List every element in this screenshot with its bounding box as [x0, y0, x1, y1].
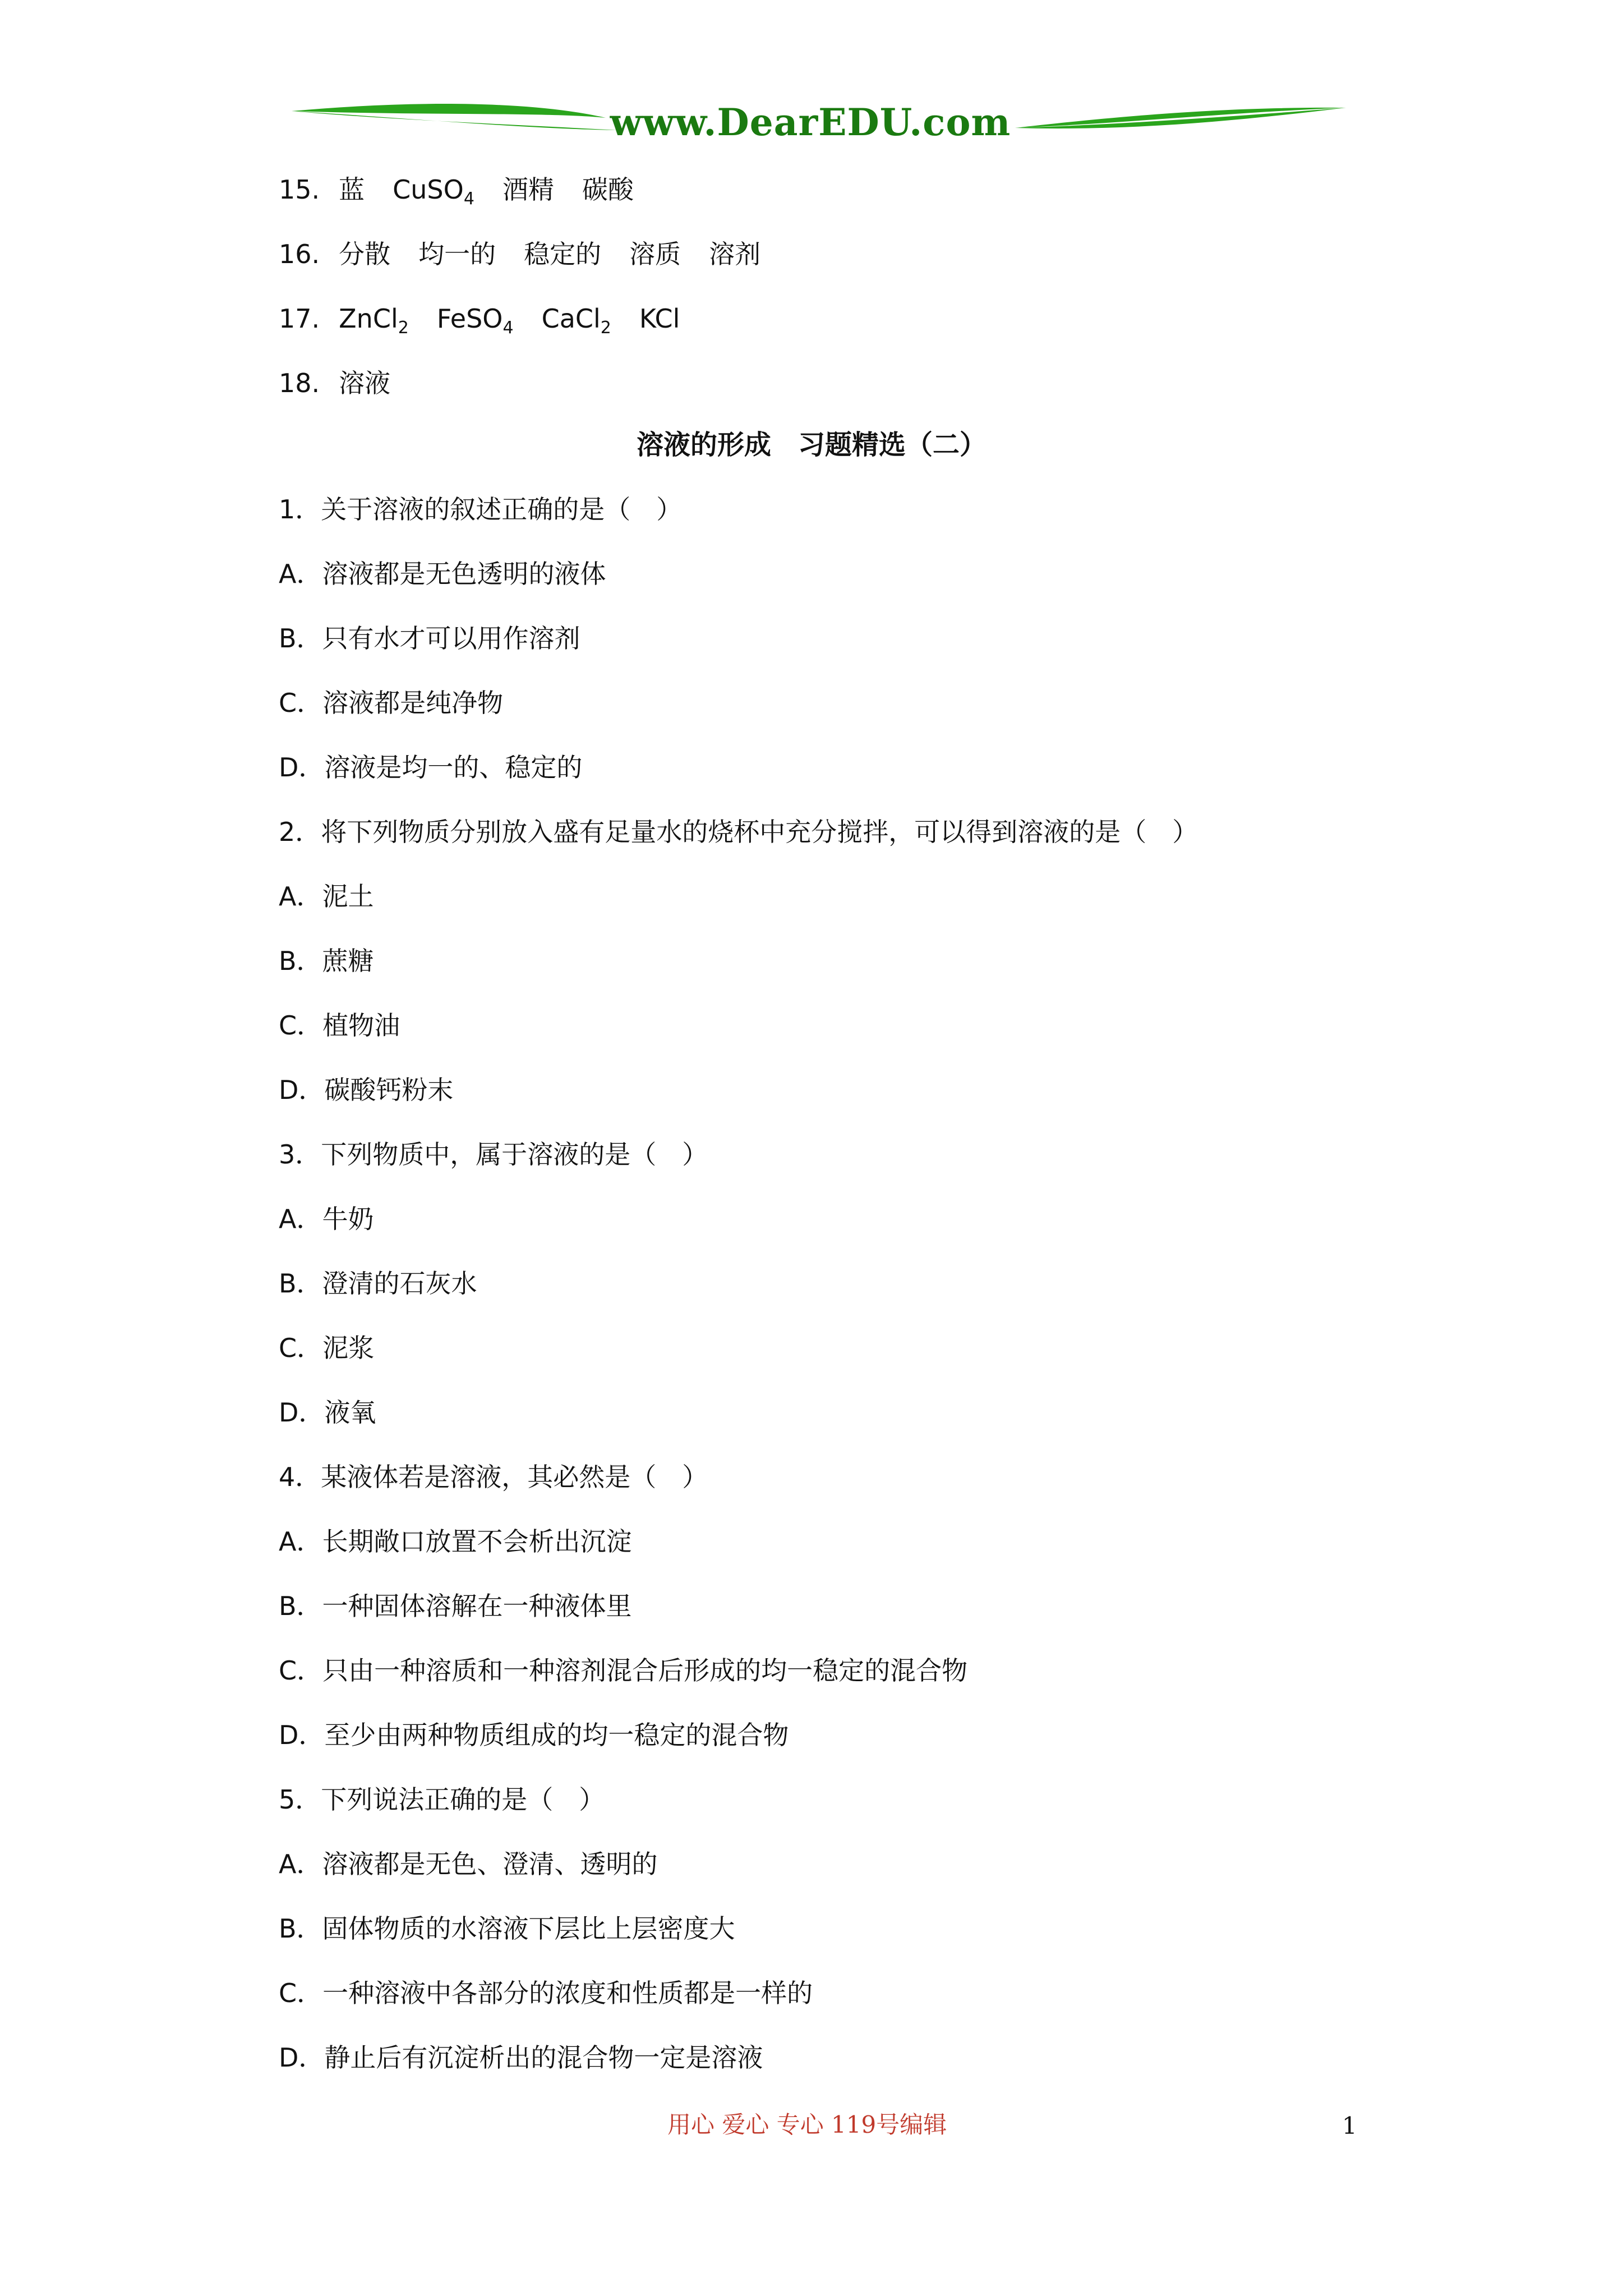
- answer-number: 18.: [279, 368, 320, 398]
- option-line: D．溶液是均一的、稳定的: [279, 752, 583, 783]
- question-1: 1．关于溶液的叙述正确的是（ ）: [279, 494, 683, 524]
- option-line: A．溶液都是无色、澄清、透明的: [279, 1849, 658, 1879]
- option-line: B．澄清的石灰水: [279, 1268, 477, 1299]
- option-line: D．液氧: [279, 1397, 376, 1428]
- formula-base: CaCl: [541, 303, 601, 334]
- answer-word: 溶剂: [709, 239, 761, 269]
- formula-subscript: 4: [502, 318, 514, 338]
- formula-base: KCl: [639, 303, 680, 334]
- option-line: B．一种固体溶解在一种液体里: [279, 1591, 632, 1621]
- answer-16: [279, 237, 760, 271]
- answer-15: [279, 173, 634, 209]
- question-3: 3．下列物质中，属于溶液的是（ ）: [279, 1139, 708, 1170]
- option-line: B．只有水才可以用作溶剂: [279, 623, 580, 654]
- formula-subscript: 2: [600, 318, 611, 338]
- answer-number: 16.: [279, 239, 320, 269]
- answer-18: [279, 366, 390, 400]
- question-2: 2．将下列物质分别放入盛有足量水的烧杯中充分搅拌，可以得到溶液的是（ ）: [279, 817, 1198, 847]
- answer-word: 碳酸: [582, 174, 634, 205]
- question-4: 4．某液体若是溶液，其必然是（ ）: [279, 1462, 708, 1492]
- formula-subscript: 4: [463, 189, 474, 209]
- option-line: A．溶液都是无色透明的液体: [279, 559, 606, 589]
- option-line: C．植物油: [279, 1010, 400, 1041]
- answer-word: 酒精: [502, 174, 554, 205]
- answer-word: 分散: [339, 239, 391, 269]
- option-line: C．溶液都是纯净物: [279, 688, 504, 718]
- answer-word: 溶液: [339, 368, 391, 398]
- formula-base: CuSO: [393, 174, 464, 205]
- section-title: 溶液的形成 习题精选（二）: [636, 429, 986, 461]
- answer-word: 蓝: [339, 174, 365, 205]
- footer-text: 用心 爱心 专心 119号编辑: [667, 2111, 947, 2138]
- option-line: D．碳酸钙粉末: [279, 1075, 454, 1105]
- option-line: A．泥土: [279, 881, 374, 912]
- formula-base: FeSO: [436, 303, 503, 334]
- answer-word: 均一的: [418, 239, 496, 269]
- formula-subscript: 2: [398, 318, 409, 338]
- option-line: A．长期敞口放置不会析出沉淀: [279, 1526, 632, 1557]
- option-line: A．牛奶: [279, 1204, 374, 1234]
- formula-base: ZnCl: [339, 303, 398, 334]
- answer-word: 溶质: [629, 239, 681, 269]
- answer-number: 17.: [279, 303, 320, 334]
- option-line: C．只由一种溶质和一种溶剂混合后形成的均一稳定的混合物: [279, 1655, 968, 1686]
- option-line: D．至少由两种物质组成的均一稳定的混合物: [279, 1720, 789, 1750]
- question-5: 5．下列说法正确的是（ ）: [279, 1784, 605, 1815]
- option-line: D．静止后有沉淀析出的混合物一定是溶液: [279, 2042, 763, 2073]
- option-line: B．蔗糖: [279, 946, 374, 976]
- option-line: B．固体物质的水溶液下层比上层密度大: [279, 1913, 735, 1944]
- option-line: C．一种溶液中各部分的浓度和性质都是一样的: [279, 1978, 813, 2008]
- answer-number: 15.: [279, 174, 320, 205]
- site-logo-text: www.DearEDU.com: [610, 100, 1011, 144]
- answer-word: 稳定的: [524, 239, 602, 269]
- answer-17: [279, 302, 680, 338]
- page-number: 1: [1342, 2112, 1357, 2139]
- option-line: C．泥浆: [279, 1333, 375, 1363]
